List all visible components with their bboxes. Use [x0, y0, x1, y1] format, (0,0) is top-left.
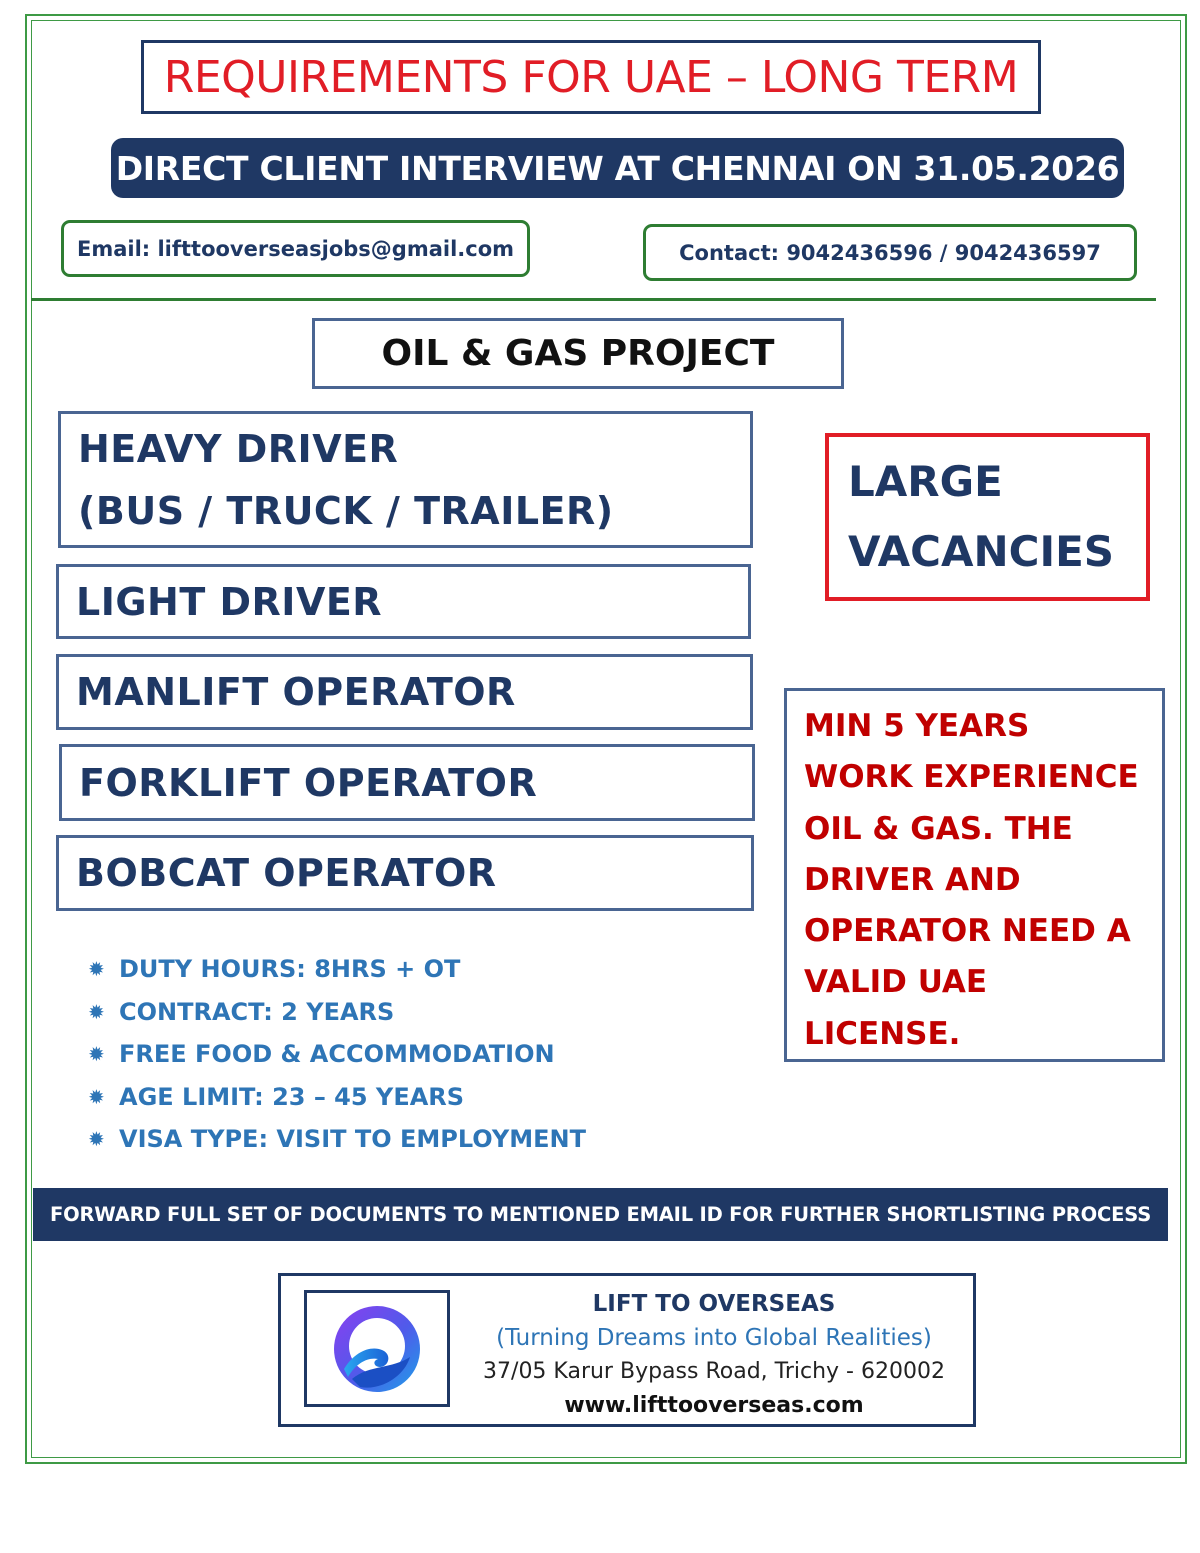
star-bullet-icon: ✹ — [88, 999, 105, 1024]
star-bullet-icon: ✹ — [88, 957, 105, 982]
contact-box[interactable]: Contact: 9042436596 / 9042436597 — [643, 224, 1137, 281]
star-bullet-icon: ✹ — [88, 1084, 105, 1109]
interview-banner: DIRECT CLIENT INTERVIEW AT CHENNAI ON 31.05.2026 — [111, 138, 1124, 198]
job-light-driver — [56, 564, 751, 639]
job-title: LIGHT DRIVER — [76, 579, 383, 624]
job-title: MANLIFT OPERATOR — [76, 670, 516, 714]
vacancies-line-1: LARGE — [848, 457, 1003, 506]
benefit-text: VISA TYPE: VISIT TO EMPLOYMENT — [119, 1125, 586, 1154]
benefit-text: CONTRACT: 2 YEARS — [119, 997, 395, 1026]
experience-requirement-box — [784, 688, 1165, 1062]
company-address: 37/05 Karur Bypass Road, Trichy - 620002 — [483, 1359, 945, 1384]
job-subtitle: (BUS / TRUCK / TRAILER) — [78, 488, 614, 533]
vacancies-line-2: VACANCIES — [848, 527, 1115, 576]
benefit-text: AGE LIMIT: 23 – 45 YEARS — [119, 1082, 465, 1111]
company-name: LIFT TO OVERSEAS — [592, 1291, 836, 1317]
star-bullet-icon: ✹ — [88, 1042, 105, 1067]
benefits-list — [88, 948, 586, 1161]
experience-line: MIN 5 YEARS — [804, 708, 1030, 744]
benefit-text: FREE FOOD & ACCOMMODATION — [119, 1040, 555, 1069]
job-manlift-operator — [56, 654, 753, 730]
job-bobcat-operator — [56, 835, 754, 911]
experience-line: DRIVER AND — [804, 861, 1021, 898]
company-website-link[interactable]: www.lifttooverseas.com — [564, 1393, 864, 1418]
company-details — [452, 1286, 976, 1422]
list-item — [88, 948, 586, 991]
job-title: BOBCAT OPERATOR — [76, 851, 497, 895]
job-forklift-operator — [59, 744, 755, 821]
large-vacancies-box — [825, 433, 1150, 601]
list-item — [88, 1118, 586, 1161]
list-item — [88, 1033, 586, 1076]
forward-documents-banner: FORWARD FULL SET OF DOCUMENTS TO MENTIONED EMAIL ID FOR FURTHER SHORTLISTING PROCESS — [33, 1188, 1168, 1241]
logo-frame — [304, 1290, 450, 1407]
wave-swirl-logo-icon — [322, 1299, 432, 1399]
job-title: HEAVY DRIVER — [78, 426, 399, 471]
email-box[interactable]: Email: lifttooverseasjobs@gmail.com — [61, 220, 530, 277]
list-item — [88, 991, 586, 1034]
experience-line: OPERATOR NEED A — [804, 913, 1131, 950]
experience-line: VALID UAE — [804, 964, 988, 1001]
experience-line: LICENSE. — [804, 1015, 961, 1052]
star-bullet-icon: ✹ — [88, 1127, 105, 1152]
list-item — [88, 1076, 586, 1119]
header-divider — [31, 298, 1156, 301]
page-title: REQUIREMENTS FOR UAE – LONG TERM — [141, 40, 1041, 114]
company-tagline: (Turning Dreams into Global Realities) — [496, 1325, 932, 1351]
project-title: OIL & GAS PROJECT — [312, 318, 844, 389]
job-title: FORKLIFT OPERATOR — [79, 760, 538, 805]
benefit-text: DUTY HOURS: 8HRS + OT — [119, 955, 461, 984]
job-heavy-driver — [58, 411, 753, 548]
experience-line: WORK EXPERIENCE — [804, 759, 1139, 796]
experience-line: OIL & GAS. THE — [804, 810, 1073, 847]
